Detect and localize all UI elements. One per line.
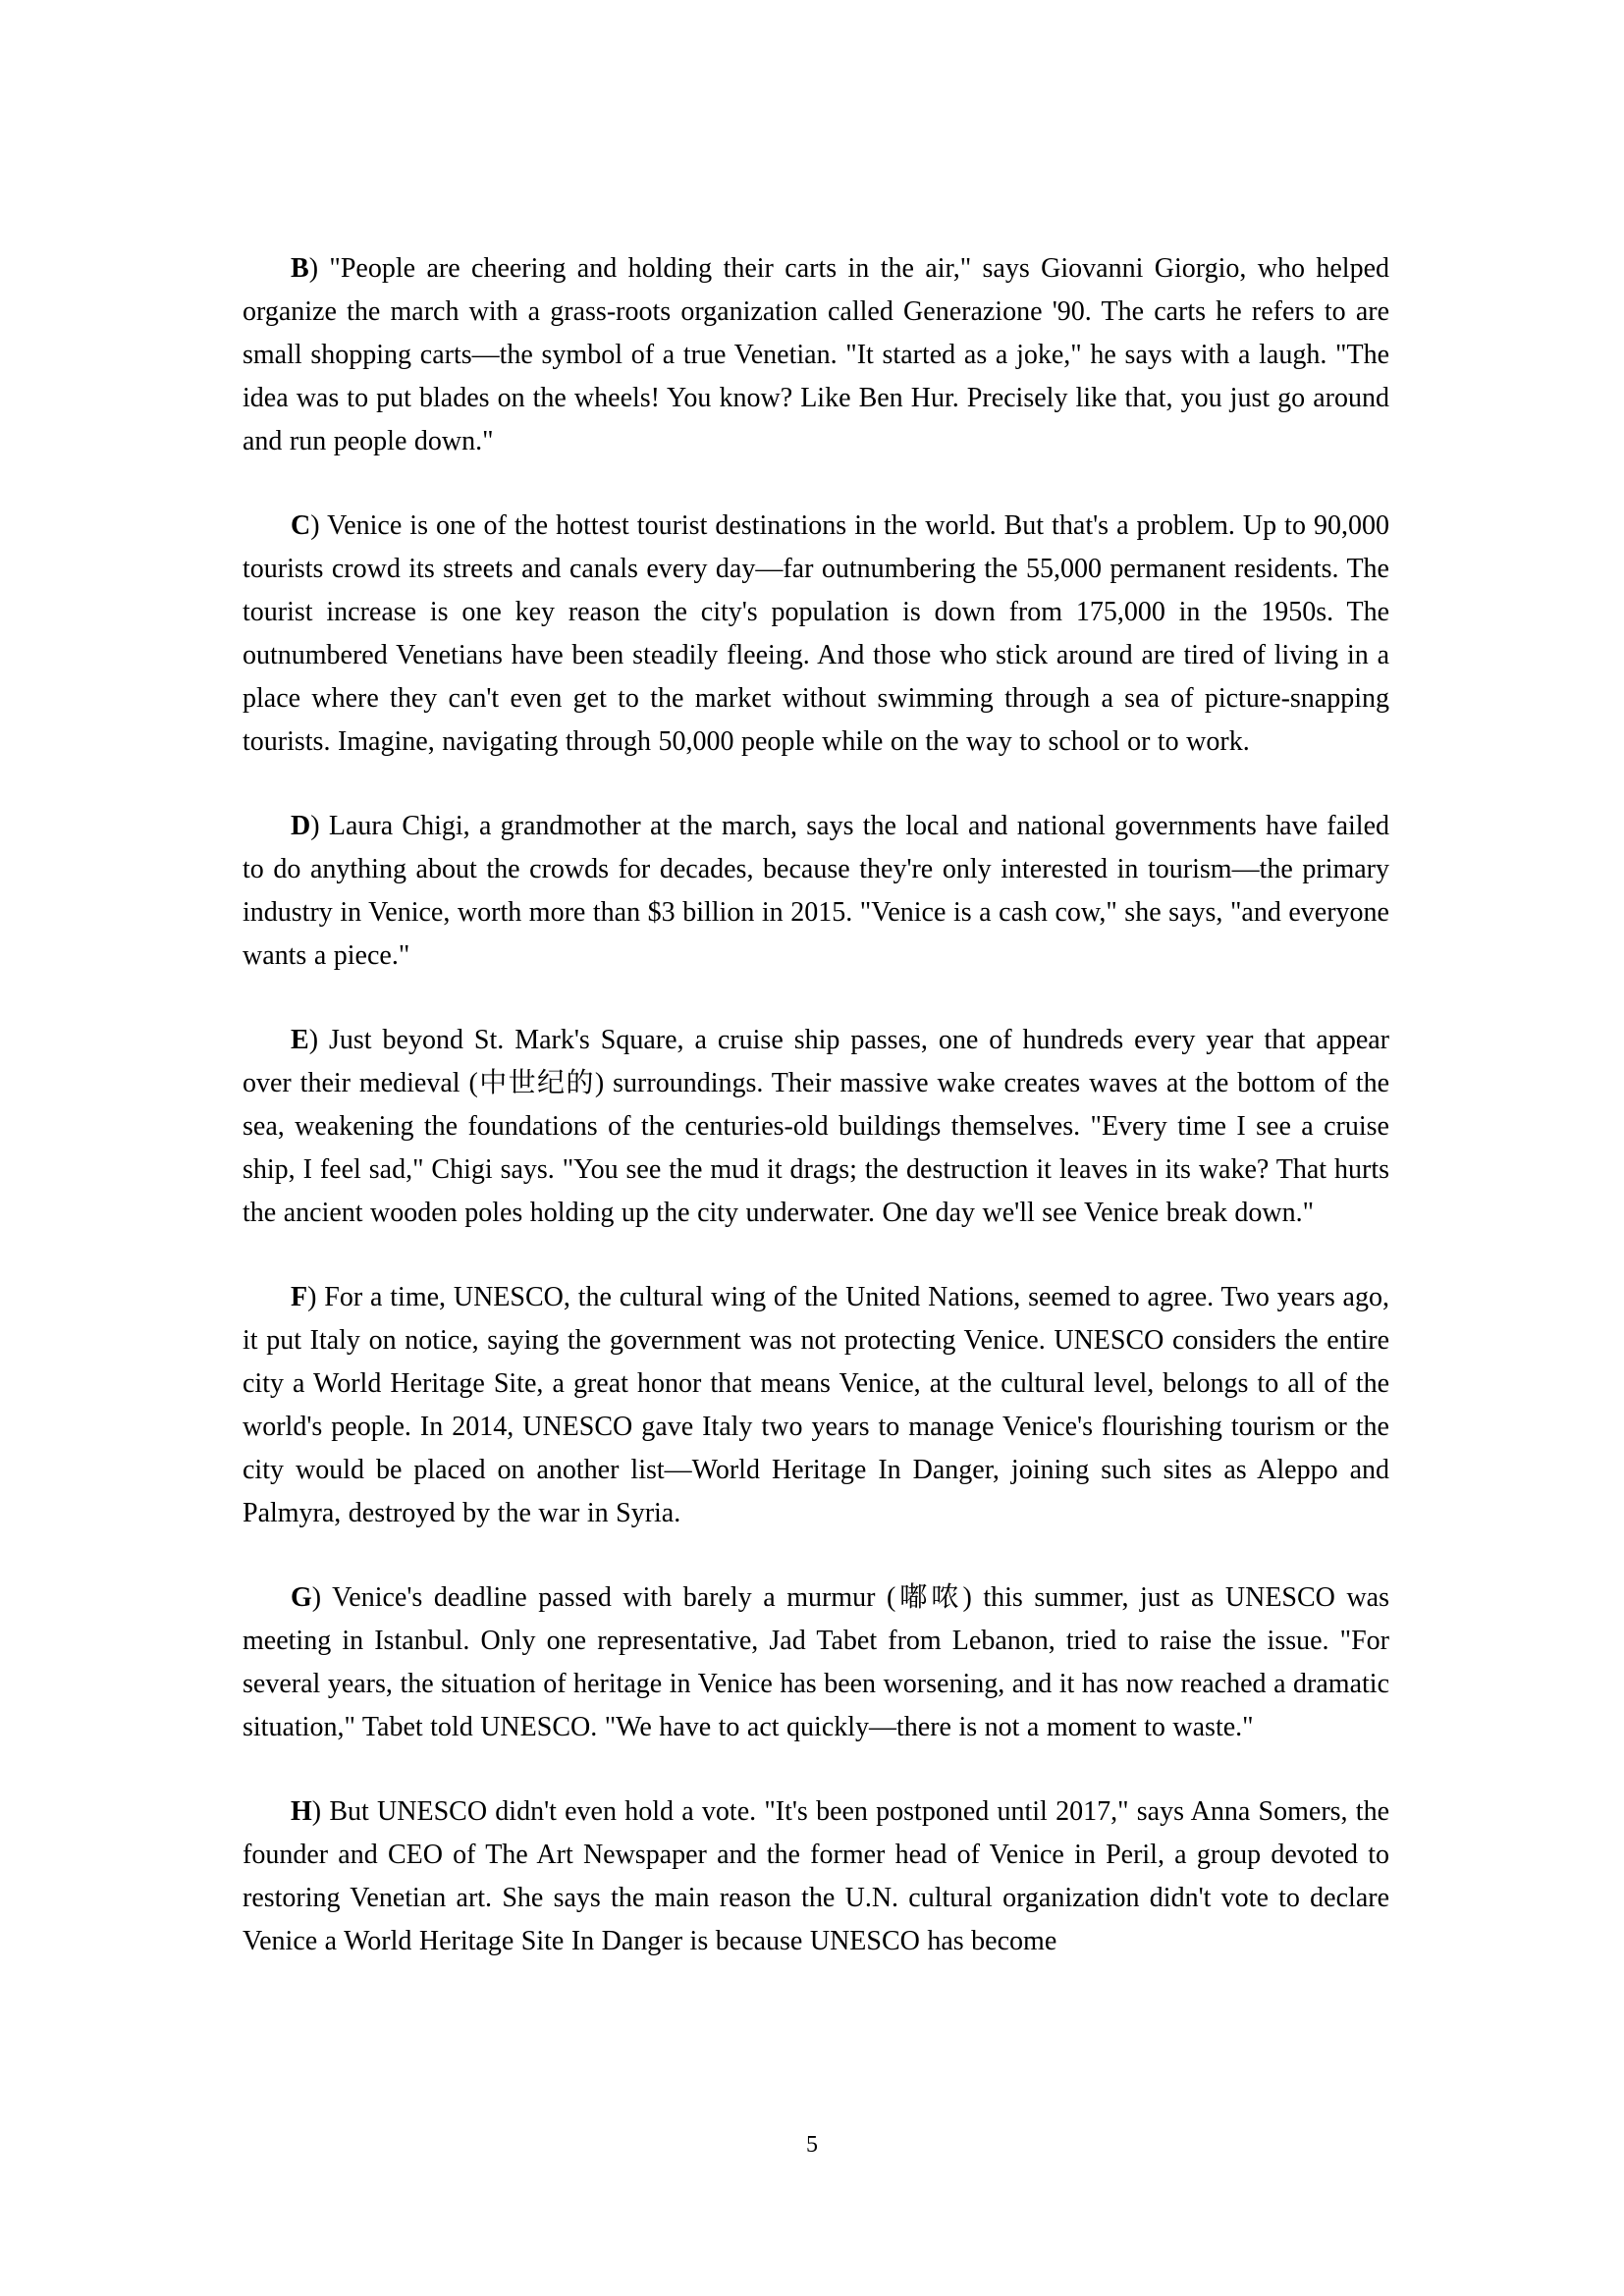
paragraph-e-text: ) Just beyond St. Mark's Square, a cruise ship passes, one of hundreds every year that appear over their medieval (中世纪的) surroundings. Their massive wake creates waves at the bottom of the sea, weakening the foundations of the centuries-old buildings themselves. "Every time I see a cruise ship, I feel sad," Chigi says. "You see the mud it drags; the destruction it leaves in its wake? That hurts the ancient wooden poles holding up the city underwater. One day we'll see Venice break down." <box>243 1025 1389 1228</box>
paragraph-c-text: ) Venice is one of the hottest tourist destinations in the world. But that's a problem. Up to 90,000 tourists crowd its streets and canals every day—far outnumbering the 55,000 permanent residents. The tourist increase is one key reason the city's population is down from 175,000 in the 1950s. The outnumbered Venetians have been steadily fleeing. And those who stick around are tired of living in a place where they can't even get to the market without swimming through a sea of picture-snapping tourists. Imagine, navigating through 50,000 people while on the way to school or to work. <box>243 510 1389 757</box>
paragraph-g-label: G <box>291 1582 312 1613</box>
paragraph-b <box>243 247 1389 463</box>
paragraph-h <box>243 1790 1389 1963</box>
paragraph-h-label: H <box>291 1796 312 1827</box>
paragraph-d <box>243 805 1389 978</box>
paragraph-d-label: D <box>291 811 311 841</box>
paragraph-e <box>243 1019 1389 1235</box>
paragraph-h-text: ) But UNESCO didn't even hold a vote. "It's been postponed until 2017," says Anna Somers, the founder and CEO of The Art Newspaper and the former head of Venice in Peril, a group devoted to restoring Venetian art. She says the main reason the U.N. cultural organization didn't vote to declare Venice a World Heritage Site In Danger is because UNESCO has become <box>243 1796 1389 1956</box>
paragraph-g-text: ) Venice's deadline passed with barely a murmur (嘟哝) this summer, just as UNESCO was meeting in Istanbul. Only one representative, Jad Tabet from Lebanon, tried to raise the issue. "For several years, the situation of heritage in Venice has been worsening, and it has now reached a dramatic situation," Tabet told UNESCO. "We have to act quickly—there is not a moment to waste." <box>243 1582 1389 1742</box>
paragraph-b-label: B <box>291 253 309 284</box>
paragraph-b-text: ) "People are cheering and holding their carts in the air," says Giovanni Giorgio, who helped organize the march with a grass-roots organization called Generazione '90. The carts he refers to are small shopping carts—the symbol of a true Venetian. "It started as a joke," he says with a laugh. "The idea was to put blades on the wheels! You know? Like Ben Hur. Precisely like that, you just go around and run people down." <box>243 253 1389 456</box>
document-body <box>243 247 1389 2004</box>
page-number: 5 <box>806 2132 818 2158</box>
paragraph-g <box>243 1576 1389 1749</box>
paragraph-f-label: F <box>291 1282 308 1312</box>
paragraph-c-label: C <box>291 510 311 541</box>
paragraph-c <box>243 505 1389 764</box>
paragraph-d-text: ) Laura Chigi, a grandmother at the march, says the local and national governments have failed to do anything about the crowds for decades, because they're only interested in tourism—the primary industry in Venice, worth more than $3 billion in 2015. "Venice is a cash cow," she says, "and everyone wants a piece." <box>243 811 1389 971</box>
paragraph-f <box>243 1276 1389 1535</box>
paragraph-f-text: ) For a time, UNESCO, the cultural wing of the United Nations, seemed to agree. Two years ago, it put Italy on notice, saying the government was not protecting Venice. UNESCO considers the entire city a World Heritage Site, a great honor that means Venice, at the cultural level, belongs to all of the world's people. In 2014, UNESCO gave Italy two years to manage Venice's flourishing tourism or the city would be placed on another list—World Heritage In Danger, joining such sites as Aleppo and Palmyra, destroyed by the war in Syria. <box>243 1282 1389 1528</box>
paragraph-e-label: E <box>291 1025 309 1055</box>
